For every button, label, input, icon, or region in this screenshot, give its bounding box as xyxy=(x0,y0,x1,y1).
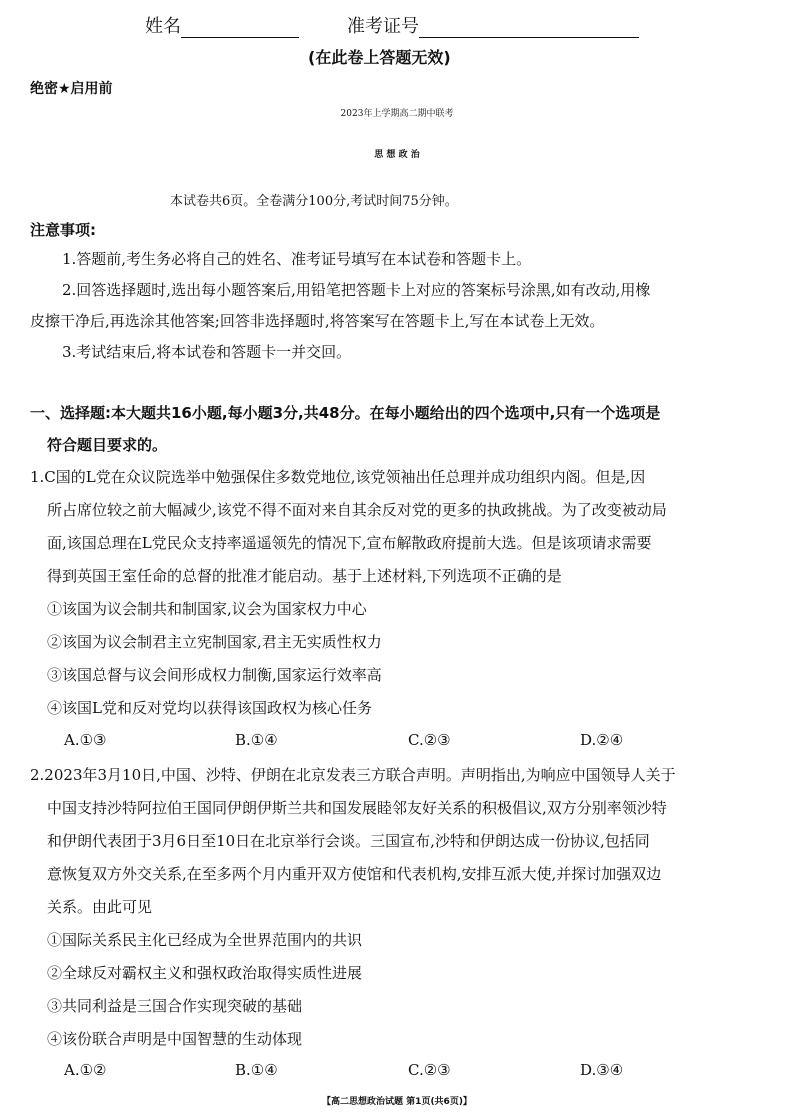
page-footer: 【高二思想政治试题 第1页(共6页)】 xyxy=(322,1097,472,1107)
name-blank xyxy=(181,17,299,38)
name-label: 姓名 xyxy=(145,16,181,37)
question-1-option-b[interactable]: B.①④ xyxy=(235,731,278,749)
question-1-statement: ②该国为议会制君主立宪制国家,君主无实质性权力 xyxy=(47,633,382,651)
question-1-line: 面,该国总理在L党民众支持率遥遥领先的情况下,宣布解散政府提前大选。但是该项请求需要 xyxy=(47,534,652,552)
question-2-statement: ④该份联合声明是中国智慧的生动体现 xyxy=(47,1030,303,1048)
notice-item-2-cont: 皮擦干净后,再选涂其他答案;回答非选择题时,将答案写在答题卡上,写在本试卷上无效。 xyxy=(30,312,605,330)
notice-heading: 注意事项: xyxy=(30,221,96,239)
question-2-line: 和伊朗代表团于3月6日至10日在北京举行会谈。三国宣布,沙特和伊朗达成一份协议,包括同 xyxy=(47,832,650,850)
subject-title: 思 想 政 治 xyxy=(374,150,420,160)
question-2-option-c[interactable]: C.②③ xyxy=(408,1061,451,1079)
exam-number-field-row xyxy=(347,12,639,38)
question-1-line: 所占席位较之前大幅减少,该党不得不面对来自其余反对党的更多的执政挑战。为了改变被动局 xyxy=(47,501,667,519)
question-1-line: 1.C国的L党在众议院选举中勉强保住多数党地位,该党领袖出任总理并成功组织内阁。但是,因 xyxy=(30,468,646,486)
question-2-line: 中国支持沙特阿拉伯王国同伊朗伊斯兰共和国发展睦邻友好关系的积极倡议,双方分别率领沙特 xyxy=(47,799,667,817)
question-1-statement: ①该国为议会制共和制国家,议会为国家权力中心 xyxy=(47,600,367,618)
question-2-line: 2.2023年3月10日,中国、沙特、伊朗在北京发表三方联合声明。声明指出,为响应中国领导人关于 xyxy=(30,766,676,784)
question-2-line: 关系。由此可见 xyxy=(47,898,153,916)
invalid-note: (在此卷上答题无效) xyxy=(308,48,451,67)
name-field-row xyxy=(145,12,299,38)
secret-tag: 绝密★启用前 xyxy=(30,81,113,97)
question-1-option-c[interactable]: C.②③ xyxy=(408,731,451,749)
question-1-option-d[interactable]: D.②④ xyxy=(580,731,624,749)
question-2-statement: ②全球反对霸权主义和强权政治取得实质性进展 xyxy=(47,964,363,982)
question-1-option-a[interactable]: A.①③ xyxy=(64,731,107,749)
question-2-line: 意恢复双方外交关系,在至多两个月内重开双方使馆和代表机构,安排互派大使,并探讨加强双边 xyxy=(47,865,662,883)
notice-item-3: 3.考试结束后,将本试卷和答题卡一并交回。 xyxy=(62,343,352,361)
question-1-statement: ③该国总督与议会间形成权力制衡,国家运行效率高 xyxy=(47,666,382,684)
section-heading-line-2: 符合题目要求的。 xyxy=(47,436,168,454)
section-heading-line-1: 一、选择题:本大题共16小题,每小题3分,共48分。在每小题给出的四个选项中,只有一个选项是 xyxy=(30,404,661,422)
exam-info: 本试卷共6页。全卷满分100分,考试时间75分钟。 xyxy=(170,194,458,209)
question-2-statement: ③共同利益是三国合作实现突破的基础 xyxy=(47,997,303,1015)
question-2-option-b[interactable]: B.①④ xyxy=(235,1061,278,1079)
notice-item-1: 1.答题前,考生务必将自己的姓名、准考证号填写在本试卷和答题卡上。 xyxy=(62,250,532,268)
question-2-option-a[interactable]: A.①② xyxy=(64,1061,107,1079)
question-1-statement: ④该国L党和反对党均以获得该国政权为核心任务 xyxy=(47,699,372,717)
exam-number-label: 准考证号 xyxy=(347,16,419,37)
question-1-line: 得到英国王室任命的总督的批准才能启动。基于上述材料,下列选项不正确的是 xyxy=(47,567,562,585)
exam-number-blank xyxy=(419,17,639,38)
question-2-option-d[interactable]: D.③④ xyxy=(580,1061,624,1079)
notice-item-2: 2.回答选择题时,选出每小题答案后,用铅笔把答题卡上对应的答案标号涂黑,如有改动,用橡 xyxy=(62,281,651,299)
exam-title: 2023年上学期高二期中联考 xyxy=(340,109,454,119)
question-2-statement: ①国际关系民主化已经成为全世界范围内的共识 xyxy=(47,931,363,949)
